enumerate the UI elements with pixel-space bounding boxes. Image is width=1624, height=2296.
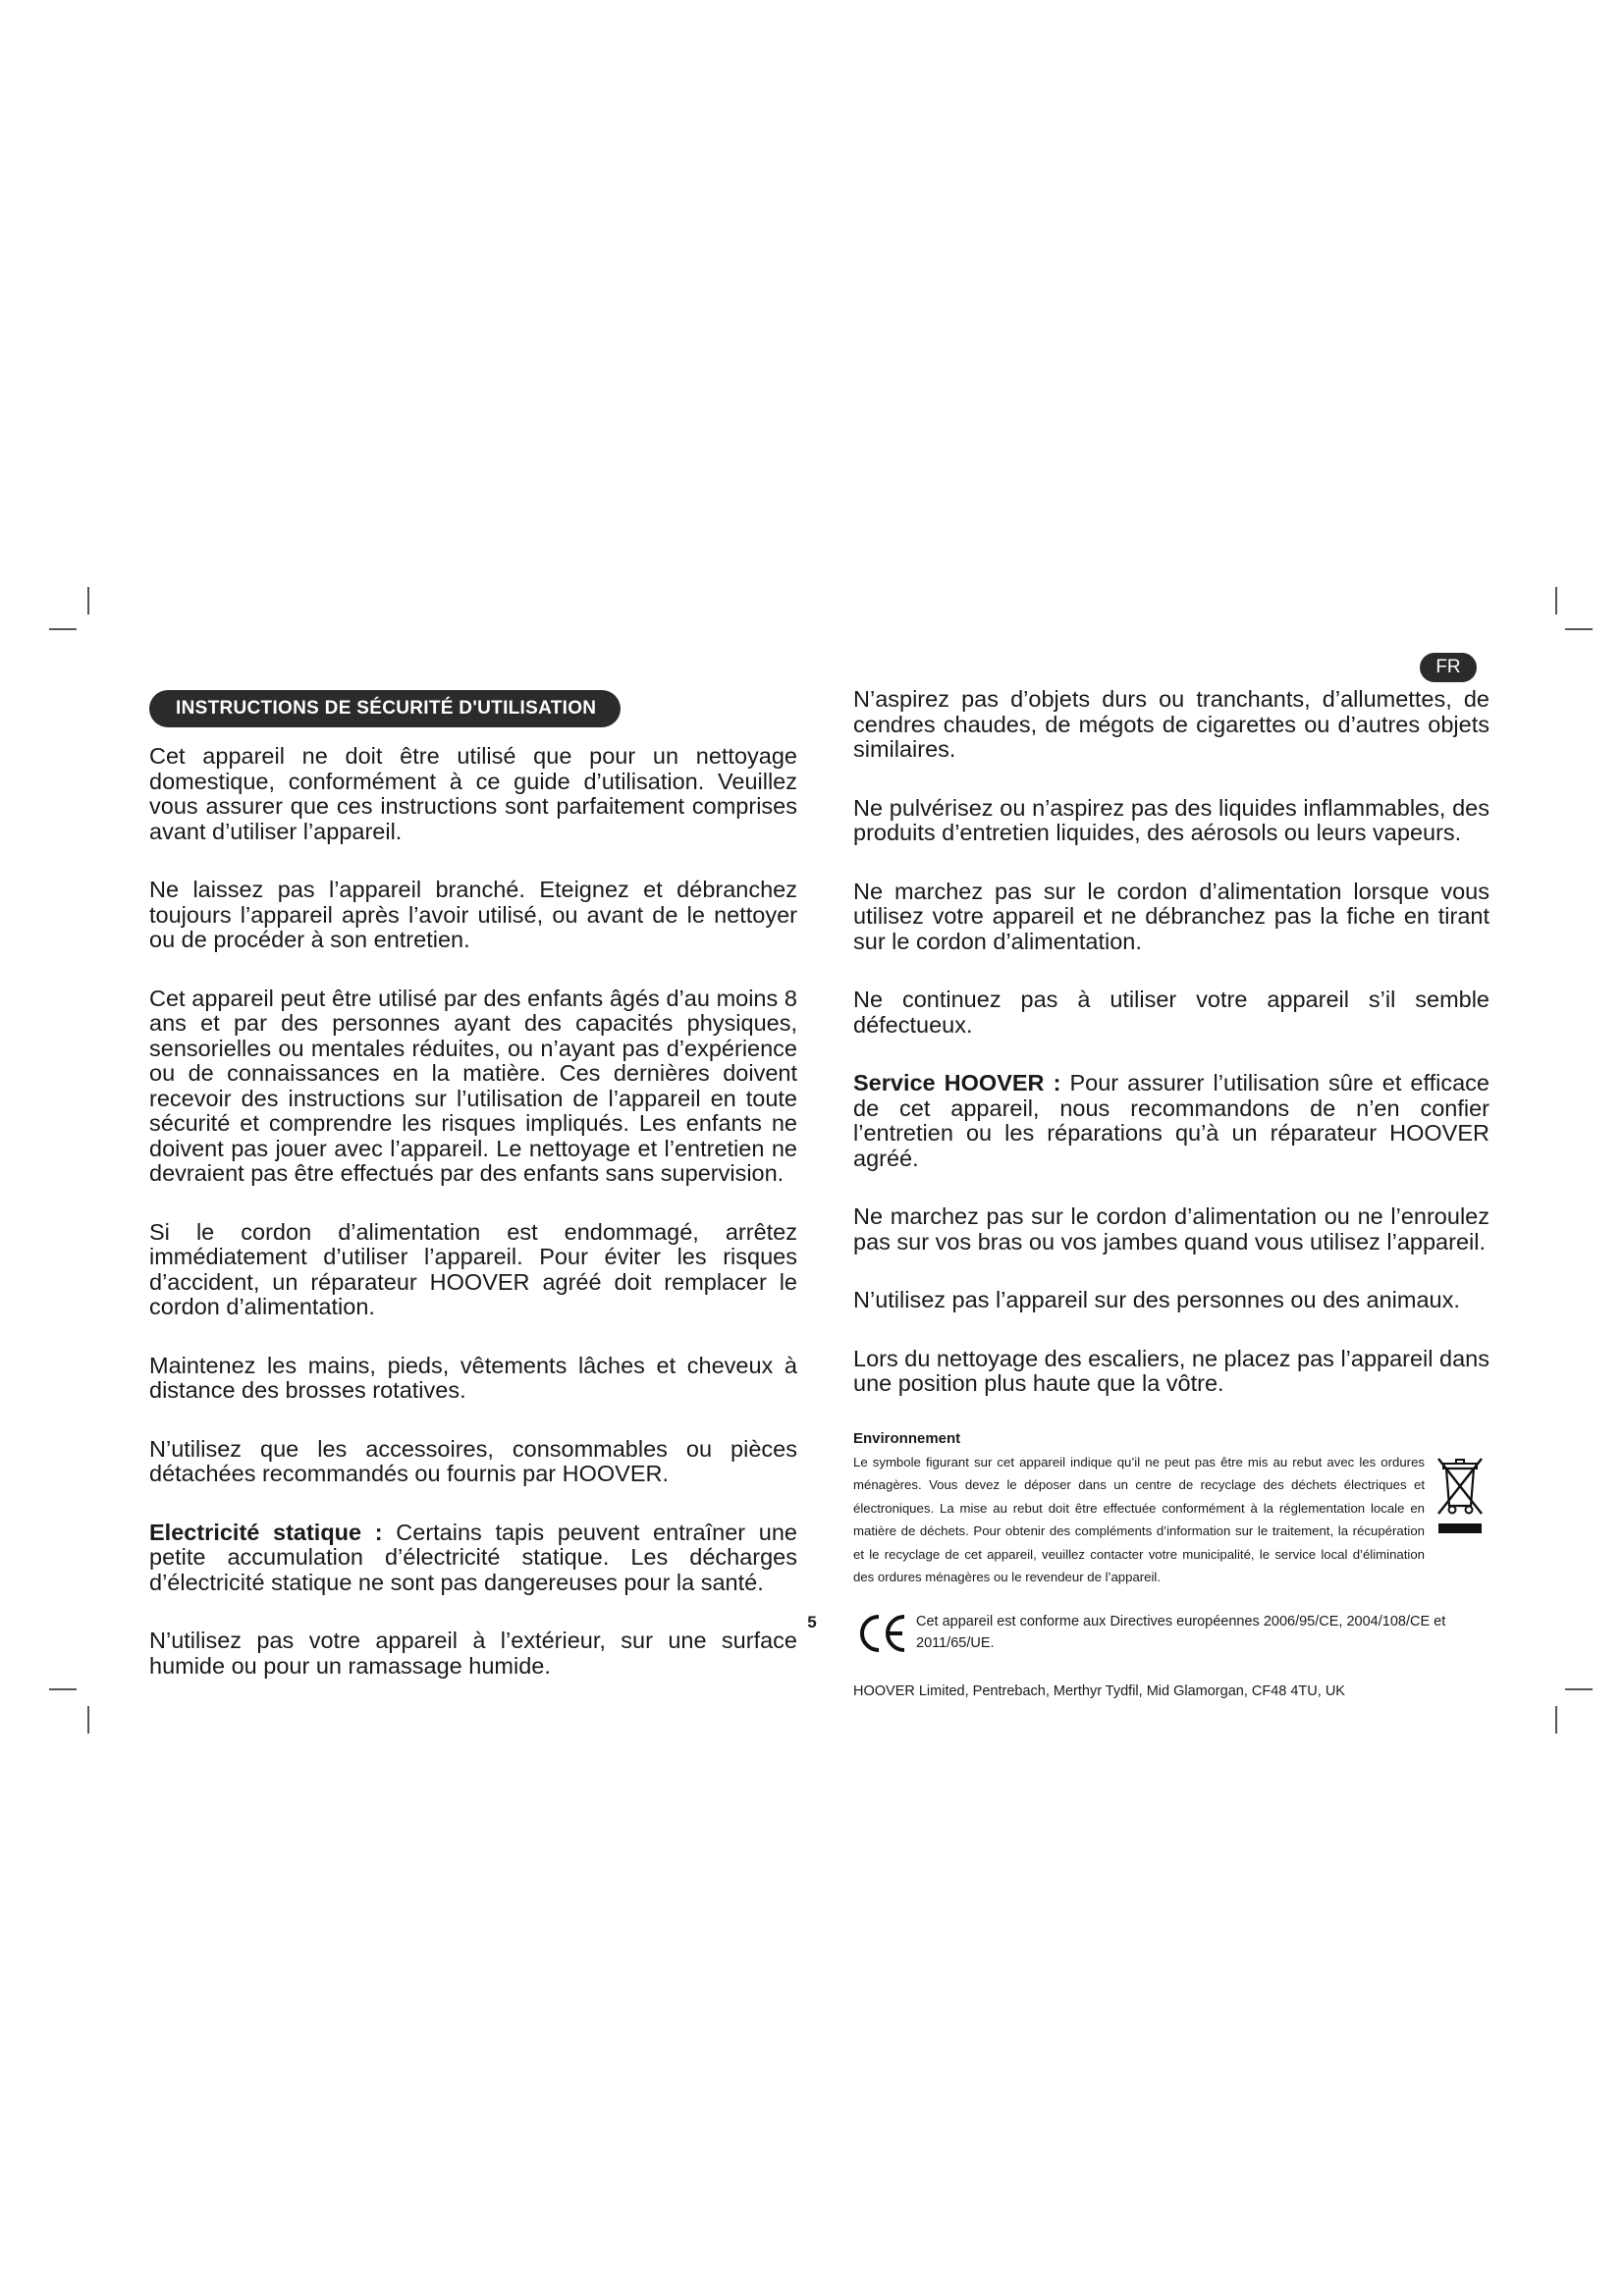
paragraph: Lors du nettoyage des escaliers, ne placez pas l’appareil dans une position plus haute que la vôtre.: [853, 1345, 1489, 1396]
crossed-out-wheelie-bin-icon: [1427, 1455, 1489, 1533]
paragraph: Ne marchez pas sur le cordon d’alimentation ou ne l’enroulez pas sur vos bras ou vos jambes quand vous utilisez l’appareil.: [853, 1203, 1489, 1255]
paragraph: Cet appareil peut être utilisé par des enfants âgés d’au moins 8 ans et par des personnes ayant des capacités physiques, sensorielles ou mentales réduites, ou n’ayant pas d’expérience ou de connaissances en la matière. Ces dernières doivent recevoir des instructions sur l’utilisation de l’appareil en toute sécurité et comprendre les risques impliqués. Les enfants ne doivent pas jouer avec l’appareil. Le nettoyage et l’entretien ne devraient pas être effectués par des enfants sans supervision.: [149, 985, 797, 1186]
manufacturer-address: HOOVER Limited, Pentrebach, Merthyr Tydfil, Mid Glamorgan, CF48 4TU, UK: [853, 1682, 1345, 1699]
compliance-text: Cet appareil est conforme aux Directives européennes 2006/95/CE, 2004/108/CE et 2011/65/UE.: [916, 1613, 1446, 1651]
paragraph-text: Pour assurer l’utilisation sûre et efficace de cet appareil, nous recommandons de n’en confier l’entretien ou les réparations qu’à un réparateur HOOVER agréé.: [853, 1070, 1489, 1171]
language-badge: FR: [1420, 653, 1477, 682]
paragraph-lead: Electricité statique :: [149, 1519, 383, 1545]
right-column: [853, 687, 1489, 1699]
paragraph: N’utilisez pas votre appareil à l’extérieur, sur une surface humide ou pour un ramassage humide.: [149, 1628, 797, 1679]
crop-mark: [1555, 1706, 1557, 1734]
paragraph: N’aspirez pas d’objets durs ou tranchants, d’allumettes, de cendres chaudes, de mégots de cigarettes ou d’autres objets similaires.: [853, 686, 1489, 762]
paragraph-lead: Service HOOVER :: [853, 1070, 1061, 1095]
paragraph: Ne pulvérisez ou n’aspirez pas des liquides inflammables, des produits d’entretien liquides, des aérosols ou leurs vapeurs.: [853, 794, 1489, 845]
environment-section: [853, 1430, 1489, 1589]
paragraph-text: Certains tapis peuvent entraîner une petite accumulation d’électricité statique. Les décharges d’électricité statique ne sont pas dangereuses pour la santé.: [149, 1519, 797, 1595]
environment-title: Environnement: [853, 1429, 961, 1447]
paragraph: Ne laissez pas l’appareil branché. Eteignez et débranchez toujours l’appareil après l’avoir utilisé, ou avant de le nettoyer ou de procéder à son entretien.: [149, 877, 797, 952]
page-number: 5: [807, 1613, 817, 1631]
paragraph: Maintenez les mains, pieds, vêtements lâches et cheveux à distance des brosses rotatives.: [149, 1352, 797, 1403]
section-heading: INSTRUCTIONS DE SÉCURITÉ D'UTILISATION: [149, 690, 621, 727]
paragraph: Ne continuez pas à utiliser votre appareil s’il semble défectueux.: [853, 987, 1489, 1038]
crop-mark: [87, 1706, 89, 1734]
crop-mark: [49, 1688, 77, 1690]
paragraph: Si le cordon d’alimentation est endommagé, arrêtez immédiatement d’utiliser l’appareil. Pour éviter les risques d’accident, un réparateur HOOVER agréé doit remplacer le cordon d’alimentation.: [149, 1218, 797, 1319]
paragraph: Cet appareil ne doit être utilisé que pour un nettoyage domestique, conformément à ce guide d’utilisation. Veuillez vous assurer que ces instructions sont parfaitement comprises avant d’utiliser l’appareil.: [149, 743, 797, 844]
crop-mark: [1565, 1688, 1593, 1690]
crop-mark: [1565, 628, 1593, 630]
paragraph: Ne marchez pas sur le cordon d’alimentation lorsque vous utilisez votre appareil et ne débranchez pas la fiche en tirant sur le cordon d’alimentation.: [853, 878, 1489, 954]
left-column: [149, 744, 797, 1712]
paragraph: N’utilisez que les accessoires, consommables ou pièces détachées recommandés ou fournis par HOOVER.: [149, 1435, 797, 1486]
crop-mark: [49, 628, 77, 630]
paragraph: N’utilisez pas l’appareil sur des personnes ou des animaux.: [853, 1287, 1460, 1312]
paragraph: [853, 1071, 1489, 1171]
environment-text: Le symbole figurant sur cet appareil indique qu’il ne peut pas être mis au rebut avec les ordures ménagères. Vous devez le déposer dans un centre de recyclage des déchets électriques et électroniques. La mise au rebut doit être effectuée conformément à la réglementation locale en matière de déchets. Pour obtenir des compléments d’information sur le traitement, la récupération et le recyclage de cet appareil, veuillez contacter votre municipalité, le service local d’élimination des ordures ménagères ou le revendeur de l’appareil.: [853, 1454, 1425, 1584]
crop-mark: [1555, 587, 1557, 614]
paragraph: [149, 1521, 797, 1596]
crop-mark: [87, 587, 89, 614]
